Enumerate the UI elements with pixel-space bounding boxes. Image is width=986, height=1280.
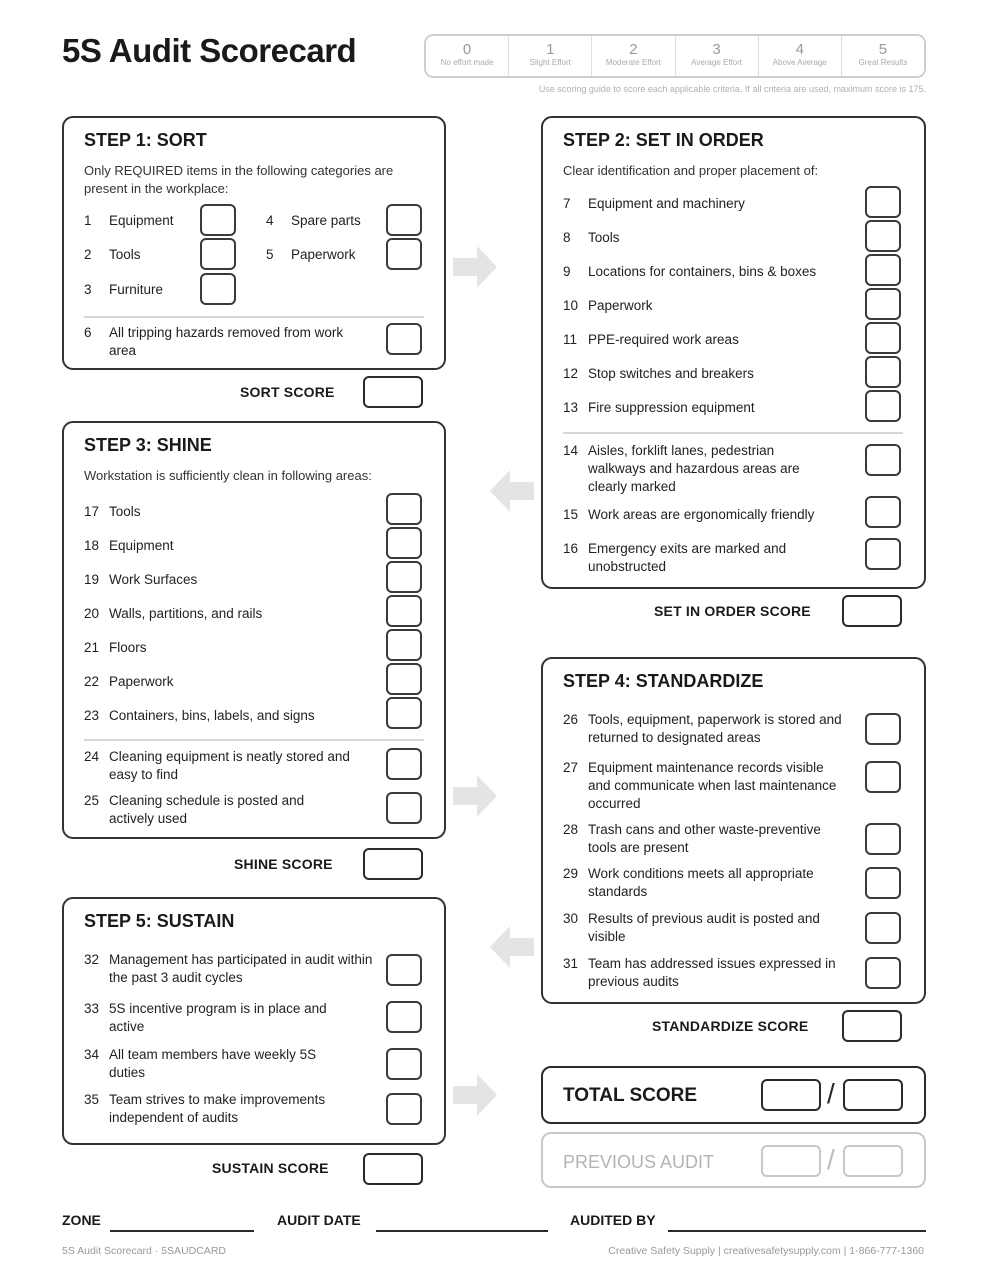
step1-intro: Only REQUIRED items in the following categories are present in the workplace: <box>84 163 394 196</box>
step4-title: STEP 4: STANDARDIZE <box>563 671 764 691</box>
slash-separator: / <box>827 1078 835 1109</box>
scale-item: 1 Slight Effort <box>509 36 592 76</box>
score-checkbox[interactable] <box>865 713 901 745</box>
audit-date-label: AUDIT DATE <box>277 1212 361 1228</box>
score-checkbox[interactable] <box>386 1001 422 1033</box>
sustain-score-label: SUSTAIN SCORE <box>212 1160 329 1176</box>
score-checkbox[interactable] <box>865 823 901 855</box>
score-checkbox[interactable] <box>865 186 901 218</box>
score-checkbox[interactable] <box>386 204 422 236</box>
set-in-order-score-input[interactable] <box>842 595 902 627</box>
score-checkbox[interactable] <box>865 444 901 476</box>
score-checkbox[interactable] <box>865 356 901 388</box>
audit-date-field[interactable] <box>376 1230 548 1232</box>
sort-score-label: SORT SCORE <box>240 384 335 400</box>
score-checkbox[interactable] <box>386 697 422 729</box>
scoring-scale <box>424 34 926 78</box>
step1-title: STEP 1: SORT <box>84 130 207 150</box>
total-score-label: TOTAL SCORE <box>563 1085 698 1106</box>
total-max-input[interactable] <box>843 1079 903 1111</box>
slash-separator: / <box>827 1144 835 1175</box>
divider <box>84 739 424 741</box>
score-checkbox[interactable] <box>865 220 901 252</box>
score-checkbox[interactable] <box>386 663 422 695</box>
arrow-left-icon <box>488 924 536 970</box>
step4-standardize-panel: STEP 4: STANDARDIZE 26 Tools, equipment, paperwork is stored and returned to designated areas 27 Equipment maintenance records visible and communicate when last maintenance occurred 28 Trash cans and other waste-preventive tools are present 29 Work conditions meets all appropriate standards 30 Results of previous audit is posted and visible 31 Team has addressed issues expressed in previous audits <box>541 657 926 1004</box>
score-checkbox[interactable] <box>865 390 901 422</box>
score-checkbox[interactable] <box>865 254 901 286</box>
score-checkbox[interactable] <box>386 1048 422 1080</box>
score-checkbox[interactable] <box>200 238 236 270</box>
standardize-score-label: STANDARDIZE SCORE <box>652 1018 809 1034</box>
step1-sort-panel: STEP 1: SORT Only REQUIRED items in the following categories are present in the workplace: 1 Equipment 2 Tools 3 Furniture 4 Spare parts 5 Paperwork 6 All tripping hazards removed from work area <box>62 116 446 370</box>
score-checkbox[interactable] <box>386 527 422 559</box>
score-checkbox[interactable] <box>200 273 236 305</box>
score-checkbox[interactable] <box>200 204 236 236</box>
score-checkbox[interactable] <box>386 595 422 627</box>
scale-item: 4 Above Average <box>759 36 842 76</box>
score-checkbox[interactable] <box>865 761 901 793</box>
total-score-panel <box>541 1066 926 1124</box>
previous-audit-label: PREVIOUS AUDIT <box>563 1152 715 1172</box>
step2-title: STEP 2: SET IN ORDER <box>563 130 764 150</box>
score-checkbox[interactable] <box>386 954 422 986</box>
arrow-right-icon <box>451 1072 499 1118</box>
standardize-score-input[interactable] <box>842 1010 902 1042</box>
score-checkbox[interactable] <box>865 957 901 989</box>
previous-score-input[interactable] <box>761 1145 821 1177</box>
arrow-left-icon <box>488 468 536 514</box>
score-checkbox[interactable] <box>386 1093 422 1125</box>
total-score-input[interactable] <box>761 1079 821 1111</box>
step2-intro: Clear identification and proper placement of: <box>563 163 819 178</box>
step3-shine-panel: STEP 3: SHINE Workstation is sufficiently clean in following areas: 17 Tools 18 Equipment 19 Work Surfaces 20 Walls, partitions, and rails 21 Floors 22 Paperwork 23 Containers, bins, labels, and signs 24 Cleaning equipment is neatly stored and easy to find 25 Cleaning schedule is posted and actively used <box>62 421 446 839</box>
previous-max-input[interactable] <box>843 1145 903 1177</box>
scale-note: Use scoring guide to score each applicable criteria. If all criteria are used, maximum score is 175. <box>538 84 926 94</box>
score-checkbox[interactable] <box>386 238 422 270</box>
step2-set-in-order-panel: STEP 2: SET IN ORDER Clear identification and proper placement of: 7 Equipment and machinery 8 Tools 9 Locations for containers, bins & boxes 10 Paperwork 11 PPE-required work areas 12 Stop switches and breakers 13 Fire suppression equipment 14 Aisles, forklift lanes, pedestrian walkways and hazardous areas are clearly marked 15 Work areas are ergonomically friendly 16 Emergency exits are marked and unobstructed <box>541 116 926 589</box>
divider <box>563 432 903 434</box>
score-checkbox[interactable] <box>865 288 901 320</box>
score-checkbox[interactable] <box>865 867 901 899</box>
audited-by-label: AUDITED BY <box>570 1212 656 1228</box>
arrow-right-icon <box>451 244 499 290</box>
set-in-order-score-label: SET IN ORDER SCORE <box>654 603 811 619</box>
sort-score-input[interactable] <box>363 376 423 408</box>
step5-title: STEP 5: SUSTAIN <box>84 911 235 931</box>
score-checkbox[interactable] <box>386 323 422 355</box>
scale-item: 3 Average Effort <box>676 36 759 76</box>
score-checkbox[interactable] <box>865 496 901 528</box>
scale-item: 2 Moderate Effort <box>592 36 675 76</box>
divider <box>84 316 424 318</box>
shine-score-input[interactable] <box>363 848 423 880</box>
score-checkbox[interactable] <box>386 792 422 824</box>
score-checkbox[interactable] <box>865 322 901 354</box>
score-checkbox[interactable] <box>386 561 422 593</box>
footer-product-code: 5S Audit Scorecard · 5SAUDCARD <box>62 1245 226 1257</box>
score-checkbox[interactable] <box>386 748 422 780</box>
score-checkbox[interactable] <box>386 493 422 525</box>
page-title: 5S Audit Scorecard <box>62 32 357 69</box>
score-checkbox[interactable] <box>865 912 901 944</box>
footer-company-info: Creative Safety Supply | creativesafetysupply.com | 1-866-777-1360 <box>608 1245 924 1257</box>
sustain-score-input[interactable] <box>363 1153 423 1185</box>
scale-item: 5 Great Results <box>858 41 908 67</box>
step3-intro: Workstation is sufficiently clean in following areas: <box>84 468 372 483</box>
arrow-right-icon <box>451 773 499 819</box>
scale-item: 0 No effort made <box>426 36 509 76</box>
shine-score-label: SHINE SCORE <box>234 856 333 872</box>
audited-by-field[interactable] <box>668 1230 926 1232</box>
score-checkbox[interactable] <box>386 629 422 661</box>
step3-title: STEP 3: SHINE <box>84 435 212 455</box>
zone-label: ZONE <box>62 1212 101 1228</box>
score-checkbox[interactable] <box>865 538 901 570</box>
zone-field[interactable] <box>110 1230 254 1232</box>
step5-sustain-panel: STEP 5: SUSTAIN 32 Management has participated in audit within the past 3 audit cycles 33 5S incentive program is in place and active 34 All team members have weekly 5S duties 35 Team strives to make improvements independent of audits <box>62 897 446 1145</box>
previous-audit-panel <box>541 1132 926 1188</box>
